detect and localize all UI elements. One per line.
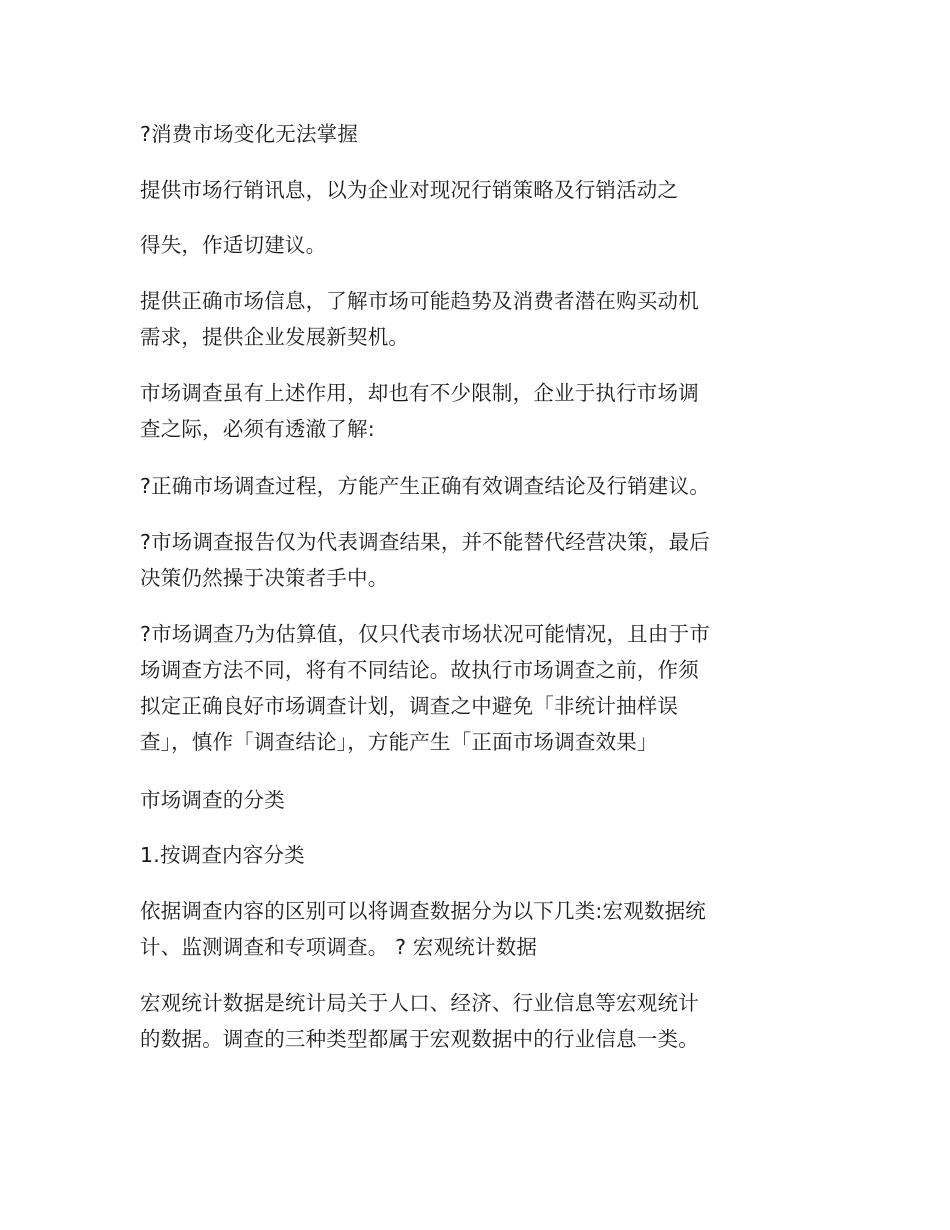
paragraph-gain-loss [140,227,820,263]
text-line: ?消费市场变化无法掌握 [140,122,359,146]
text-line: 的数据。调查的三种类型都属于宏观数据中的行业信息一类。 [140,1027,699,1051]
paragraph-estimate [140,616,820,760]
text-line: 得失，作适切建议。 [140,233,327,257]
text-line: 宏观统计数据是统计局关于人口、经济、行业信息等宏观统计 [140,991,699,1015]
text-line: 决策仍然操于决策者手中。 [140,566,389,590]
subheading-by-content [140,837,820,873]
paragraph-report-results [140,524,820,596]
text-line: ?市场调查报告仅为代表调查结果，并不能替代经营决策，最后 [140,530,710,554]
text-line: 查之际，必须有透澈了解: [140,417,375,441]
text-line: 提供市场行销讯息，以为企业对现况行销策略及行销活动之 [140,178,679,202]
paragraph-correct-process [140,468,820,504]
paragraph-provide-info [140,172,820,208]
text-line: 拟定正确良好市场调查计划，调查之中避免「非统计抽样误 [140,694,679,718]
text-line: 1.按调查内容分类 [140,843,305,867]
text-line: 市场调查的分类 [140,788,285,812]
paragraph-content-types [140,893,820,965]
text-line: 查」，慎作「调查结论」，方能产生「正面市场调查效果」 [140,730,658,754]
paragraph-market-change [140,116,820,152]
paragraph-correct-info [140,283,820,355]
text-line: 市场调查虽有上述作用，却也有不少限制，企业于执行市场调 [140,381,699,405]
text-line: ?市场调查乃为估算值，仅只代表市场状况可能情况，且由于市 [140,622,710,646]
paragraph-macro-stats [140,985,820,1057]
text-line: 提供正确市场信息，了解市场可能趋势及消费者潜在购买动机 [140,289,699,313]
section-heading-classification [140,782,820,818]
text-line: 需求，提供企业发展新契机。 [140,325,410,349]
text-line: 依据调查内容的区别可以将调查数据分为以下几类:宏观数据统 [140,899,707,923]
text-line: ?正确市场调查过程，方能产生正确有效调查结论及行销建议。 [140,474,710,498]
text-line: 计、监测调查和专项调查。 ? 宏观统计数据 [140,935,538,959]
text-line: 场调查方法不同，将有不同结论。故执行市场调查之前，作须 [140,658,699,682]
paragraph-limitations [140,375,820,447]
